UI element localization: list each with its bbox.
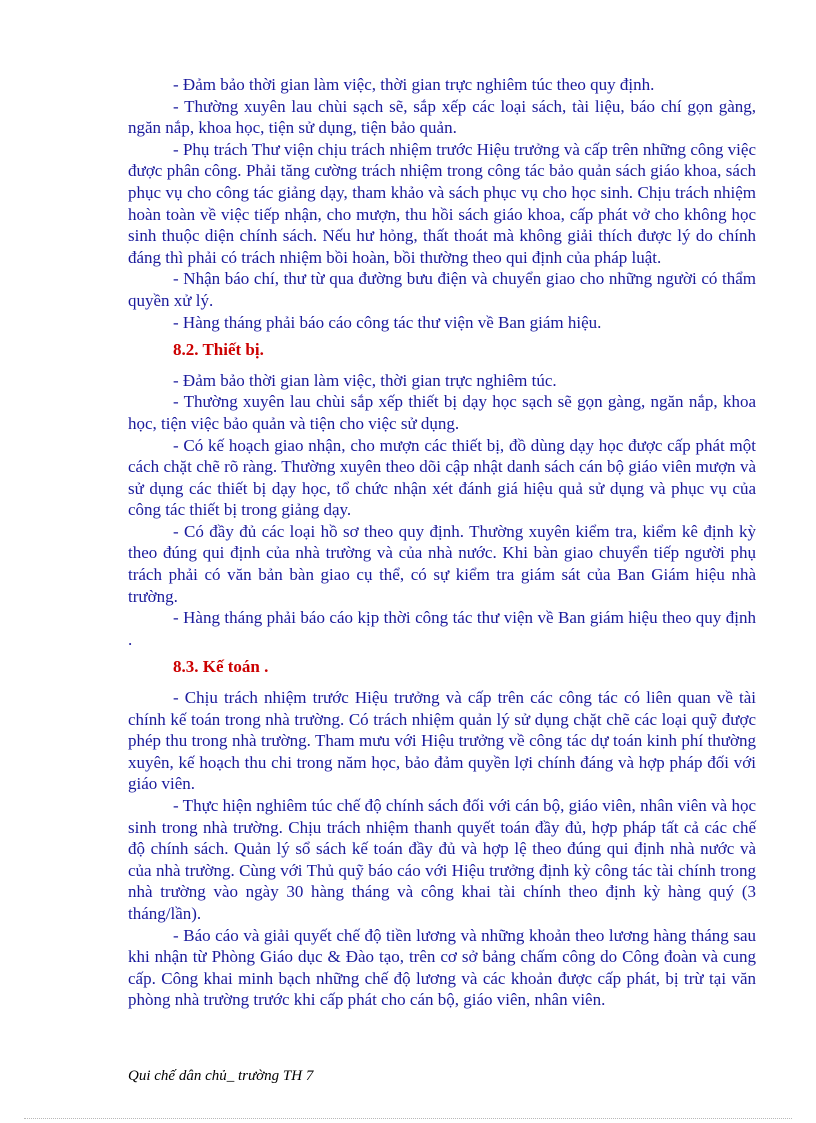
paragraph: - Đảm bảo thời gian làm việc, thời gian trực nghiêm túc.	[173, 370, 557, 390]
paragraph: - Hàng tháng phải báo cáo công tác thư viện về Ban giám hiệu.	[173, 312, 602, 332]
paragraph: - Đảm bảo thời gian làm việc, thời gian trực nghiêm túc theo quy định.	[173, 75, 655, 94]
paragraph: - Thường xuyên lau chùi sạch sẽ, sắp xếp các loại sách, tài liệu, báo chí gọn gàng, ngăn nắp, khoa học, tiện sử dụng, tiện bảo quản.	[128, 96, 756, 138]
library-duties-section	[128, 74, 756, 333]
paragraph: - Có kế hoạch giao nhận, cho mượn các thiết bị, đồ dùng dạy học được cấp phát một cách chặt chẽ rõ ràng. Thường xuyên theo dõi cập nhật danh sách cán bộ giáo viên mượn và sử dụng các thiết bị dạy học, tổ chức nhận xét đánh giá hiệu quả sử dụng và phục vụ của công tác thiết bị trong giảng dạy.	[128, 435, 756, 520]
section-heading-equipment: 8.2. Thiết bị.	[173, 340, 264, 360]
paragraph: - Chịu trách nhiệm trước Hiệu trưởng và cấp trên các công tác có liên quan về tài chính kế toán trong nhà trường. Có trách nhiệm quản lý sử dụng chặt chẽ các loại quỹ được phép thu trong nhà trường. Tham mưu với Hiệu trưởng về công tác dự toán kinh phí thường xuyên, kế hoạch thu chi trong năm học, bảo đảm quyền lợi chính đáng và hợp pháp đối với giáo viên.	[128, 688, 756, 794]
paragraph: - Có đầy đủ các loại hồ sơ theo quy định. Thường xuyên kiểm tra, kiểm kê định kỳ theo đúng qui định của nhà trường và của nhà nước. Khi bàn giao chuyển tiếp người phụ trách phải có văn bản bàn giao cụ thể, có sự kiểm tra giám sát của Ban Giám hiệu nhà trường.	[128, 521, 756, 606]
paragraph: - Hàng tháng phải báo cáo kịp thời công tác thư viện về Ban giám hiệu theo quy định .	[128, 608, 756, 649]
paragraph: - Thực hiện nghiêm túc chế độ chính sách đối với cán bộ, giáo viên, nhân viên và học sinh trong nhà trường. Chịu trách nhiệm thanh quyết toán đầy đủ, hợp pháp tất cả các chế độ chính sách. Quản lý sổ sách kế toán đầy đủ và hợp lệ theo đúng qui định nhà nước và của nhà trường. Cùng với Thủ quỹ báo cáo với Hiệu trưởng định kỳ công tác tài chính trong nhà trường vào ngày 30 hàng tháng và công khai tài chính theo định kỳ hàng quý (3 tháng/lần).	[128, 796, 756, 923]
page-footer: Qui chế dân chủ_ trường TH 7	[128, 1068, 314, 1084]
paragraph: - Nhận báo chí, thư từ qua đường bưu điện và chuyển giao cho những người có thẩm quyền xử lý.	[128, 269, 756, 310]
paragraph: - Báo cáo và giải quyết chế độ tiền lương và những khoản theo lương hàng tháng sau khi nhận từ Phòng Giáo dục & Đào tạo, trên cơ sở bảng chấm công do Công đoàn và cung cấp. Công khai minh bạch những chế độ lương và các khoản được cấp phát, bị trừ tại văn phòng nhà trường trước khi cấp phát cho cán bộ, giáo viên, nhân viên.	[128, 925, 756, 1010]
paragraph: - Phụ trách Thư viện chịu trách nhiệm trước Hiệu trưởng và cấp trên những công việc được phân công. Phải tăng cường trách nhiệm trong công tác bảo quản sách giáo khoa, sách phục vụ cho công tác giảng dạy, tham khảo và sách phục vụ cho học sinh. Chịu trách nhiệm hoàn toàn về việc tiếp nhận, cho mượn, thu hồi sách giáo khoa, cấp phát vở cho không học sinh thuộc diện chính sách. Nếu hư hỏng, thất thoát mà không giải thích được lý do chính đáng thì phải có trách nhiệm bồi hoàn, bồi thường theo qui định của pháp luật.	[128, 139, 756, 267]
document-page	[128, 74, 756, 1011]
accounting-section	[128, 656, 756, 1011]
page-bottom-divider	[24, 1118, 792, 1119]
paragraph: - Thường xuyên lau chùi sắp xếp thiết bị dạy học sạch sẽ gọn gàng, ngăn nắp, khoa học, tiện việc bảo quản và tiện cho việc sử dụng.	[128, 392, 756, 433]
equipment-section	[128, 339, 756, 650]
section-heading-accounting: 8.3. Kế toán .	[173, 657, 269, 677]
